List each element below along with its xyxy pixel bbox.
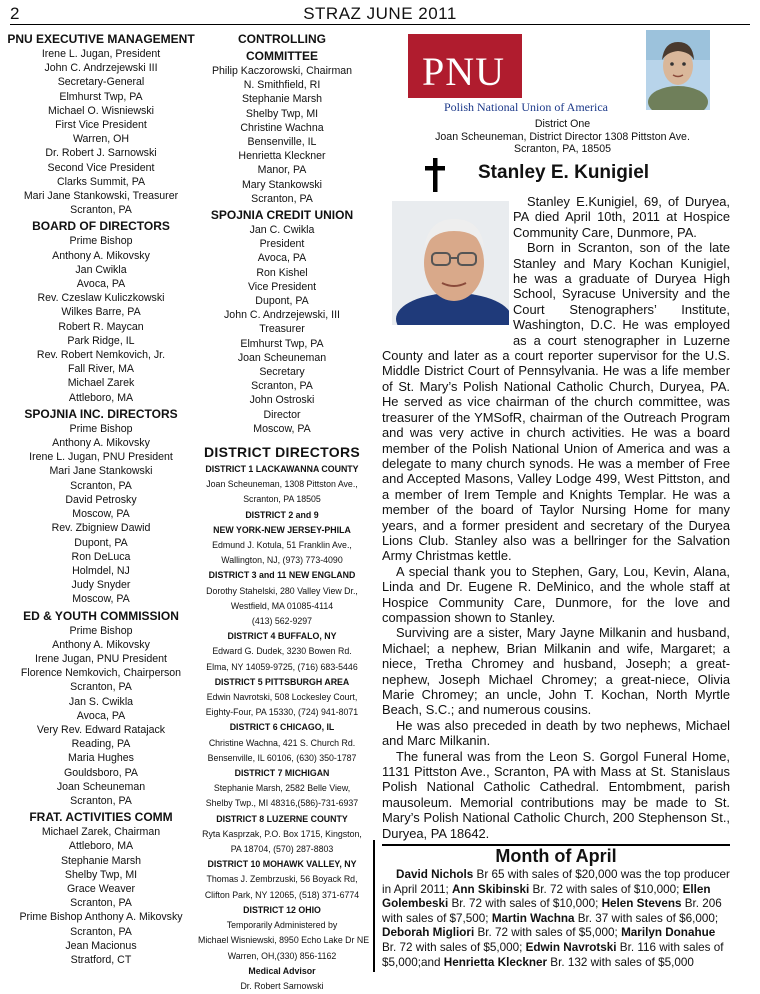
producer-name: David Nichols	[396, 868, 474, 881]
section-heading: PNU EXECUTIVE MANAGEMENT	[7, 32, 195, 46]
roster-line: Manor, PA	[257, 164, 307, 177]
roster-line: Holmdel, NJ	[72, 564, 130, 577]
page-number: 2	[10, 4, 20, 23]
roster-line: Christine Wachna	[240, 121, 324, 134]
section-heading: BOARD OF DIRECTORS	[32, 219, 170, 234]
sales-text: Br. 72 with sales of $5,000;	[474, 926, 622, 940]
roster-line: Rev. Robert Nemkovich, Jr.	[36, 349, 166, 362]
roster-line: Ron Kishel	[256, 266, 308, 279]
obituary-paragraph: He was also preceded in death by two nephews, Michael and Marc Milkanin.	[382, 717, 730, 749]
roster-line: Rev. Czeslaw Kuliczkowski	[37, 292, 165, 305]
roster-line: John C. Andrzejewski, III	[224, 309, 340, 322]
district-heading: DISTRICT 2 and 9	[245, 509, 319, 520]
roster-line: Joan Scheuneman	[237, 351, 327, 364]
district-heading: DISTRICT 1 LACKAWANNA COUNTY	[205, 464, 359, 474]
roster-line: Scranton, PA	[70, 681, 132, 694]
district-line: Stephanie Marsh, 2582 Belle View,	[213, 783, 351, 794]
district-label: District One	[534, 118, 591, 130]
roster-line: Moscow, PA	[72, 593, 130, 606]
roster-line: Anthony A. Mikovsky	[52, 249, 150, 262]
roster-line: Robert R. Maycan	[58, 320, 144, 333]
roster-line: Joan Scheuneman	[56, 780, 146, 793]
obituary-paragraph: Surviving are a sister, Mary Jayne Milkanin and husband, Michael; a nephew, Brian Milkanin and wife, Margaret; a niece, Tretha Chromey and husband, Joseph; a great-nephew, Joseph Michael Chromey; a great-niece, Olivia Marie Chromey; an uncle, John T. Kochan, North Myrtle Beach, S.C.; and numerous cousins.	[382, 625, 730, 718]
sales-text: Br. 72 with sales of $5,000;	[382, 940, 526, 954]
roster-line: Michael Zarek, Chairman	[41, 826, 161, 839]
district-line: Edwin Navrotski, 508 Lockesley Court,	[206, 692, 358, 703]
obituary-paragraph: The funeral was from the Leon S. Gorgol Funeral Home, 1131 Pittston Ave., Scranton, PA with Mass at St. Stanislaus Polish National Catholic Cathedral. Entombment, parish mausoleum. Memorial contributions may be made to St. Mary’s Polish National Catholic Church, 200 Stephenson St., Duryea, PA 18642.	[382, 748, 730, 841]
section-heading: FRAT. ACTIVITIES COMM	[29, 810, 173, 825]
roster-line: David Petrosky	[65, 493, 137, 506]
district-line: PA 18704, (570) 287-8803	[230, 844, 334, 855]
roster-line: Warren, OH	[72, 133, 130, 146]
district-heading: NEW YORK-NEW JERSEY-PHILA	[213, 524, 351, 535]
column-divider	[373, 840, 375, 972]
page-header	[10, 4, 750, 25]
district-line: Warren, OH,(330) 856-1162	[227, 950, 337, 961]
roster-line: Scranton, PA	[70, 794, 132, 807]
roster-line: Wilkes Barre, PA	[61, 306, 141, 319]
district-directors	[198, 444, 370, 994]
month-title: Month of April	[495, 846, 617, 866]
roster-line: Rev. Zbigniew Dawid	[51, 522, 151, 535]
obituary-name: Stanley E. Kunigiel	[478, 162, 650, 183]
district-line: Westfield, MA 01085-4114	[230, 600, 334, 611]
sales-text: Br. 37 with sales of $6,000;	[574, 911, 719, 925]
producer-name: Helen Stevens	[601, 897, 682, 911]
district-line: Eighty-Four, PA 15330, (724) 941-8071	[205, 707, 359, 718]
section-heading: COMMITTEE	[246, 49, 318, 63]
pnu-logo	[408, 34, 522, 98]
roster-line: Maria Hughes	[68, 752, 134, 765]
district-line: Dr. Robert Sarnowski	[240, 980, 324, 991]
district-info	[385, 118, 740, 156]
obituary-paragraph: A special thank you to Stephen, Gary, Lou, Kevin, Alana, Linda and Dr. Eugene R. DeMinico, and the whole staff at Hospice Community Care, Dunmore, for the love and compassion shown to Stanley.	[382, 563, 730, 625]
roster-line: Moscow, PA	[72, 508, 130, 521]
obituary-paragraph: Stanley E.Kunigiel, 69, of Duryea, PA died April 10th, 2011 at Hospice Community Care, Dunmore, PA.	[513, 194, 730, 240]
roster-line: Avoca, PA	[76, 278, 126, 291]
sales-text: Br. 72 with sales of $10,000;	[448, 897, 602, 911]
obituary-paragraph: Born in Scranton, son of the late Stanley and Mary Kochan Kunigiel, he was a graduate of Duryea High School, Syracuse University and the Court Stenographers’ Institute, Washington, D.C. He was employed as a court stenographer in Luzerne County and later as a court reporter supervisor for the U.S. Middle District Court of Pennsylvania. He was a life member of St. Mary’s Polish National Catholic Church, Duryea, PA. He served as vice chairman of the church committee, was treasurer of the YMSofR, chairman of the Outreach Program and was very active in church activities. He was a board member of the Polish National Union of America and was a delegate to many church synods. He was a member of Free and Accepted Masons, Valley Lodge 499, West Pittston, and a member of Irem Temple and Knights Templar. He was a member of the board of Taylor Nursing Home for many years, and a former president and secretary of the Duryea Lions Club. Stanley also was a bellringer for the Salvation Army Christmas kettle.	[382, 240, 730, 564]
roster-line: Shelby Twp, MI	[64, 868, 138, 881]
district-line: Christine Wachna, 421 S. Church Rd.	[208, 737, 356, 748]
roster-line: Scranton, PA	[251, 380, 313, 393]
roster-line: Henrietta Kleckner	[238, 150, 326, 163]
roster-line: Second Vice President	[47, 161, 155, 174]
sales-text: Br. 72 with sales of $10,000;	[529, 882, 683, 896]
district-heading: DISTRICT 12 OHIO	[243, 904, 321, 915]
roster-line: Prime Bishop	[69, 422, 133, 435]
roster-line: Moscow, PA	[253, 422, 311, 435]
district-line: (413) 562-9297	[251, 616, 313, 627]
officers-column-right	[200, 30, 364, 436]
district-heading: DISTRICT 5 PITTSBURGH AREA	[214, 676, 350, 687]
roster-line: Jean Macionus	[65, 939, 137, 952]
roster-line: John C. Andrzejewski III	[44, 62, 158, 75]
roster-line: Bensenville, IL	[247, 136, 317, 149]
roster-line: Judy Snyder	[71, 579, 131, 592]
roster-line: Scranton, PA	[70, 925, 132, 938]
roster-line: First Vice President	[55, 119, 147, 132]
roster-line: Treasurer	[259, 323, 305, 336]
masthead: STRAZ JUNE 2011	[303, 4, 457, 23]
sales-text: Br. 132 with sales of $5,000	[547, 955, 694, 969]
district-line: Thomas J. Zembrzuski, 56 Boyack Rd,	[206, 874, 358, 885]
roster-line: President	[259, 238, 305, 251]
roster-line: Scranton, PA	[251, 192, 313, 205]
roster-line: Vice President	[247, 280, 317, 293]
district-line: Temporarily Administered by	[226, 920, 338, 931]
roster-line: Reading, PA	[71, 738, 131, 751]
roster-line: Secretary-General	[57, 76, 145, 89]
district-director-line: Joan Scheuneman, District Director 1308 Pittston Ave.	[435, 130, 690, 143]
roster-line: Stephanie Marsh	[241, 93, 323, 106]
district-line: Dorothy Stahelski, 280 Valley View Dr.,	[206, 585, 358, 596]
roster-line: Michael Zarek	[67, 377, 135, 390]
roster-line: Scranton, PA	[70, 479, 132, 492]
district-heading: Medical Advisor	[248, 965, 316, 976]
roster-line: Philip Kaczorowski, Chairman	[211, 65, 353, 77]
district-address-line: Scranton, PA, 18505	[514, 143, 611, 156]
roster-line: Irene L. Jugan, President	[41, 48, 161, 60]
district-directors-title: DISTRICT DIRECTORS	[203, 444, 361, 460]
roster-line: John Ostroski	[249, 394, 315, 407]
district-heading: DISTRICT 10 MOHAWK VALLEY, NY	[207, 859, 357, 870]
roster-line: Ron DeLuca	[71, 550, 131, 563]
roster-line: Mary Stankowski	[241, 178, 323, 191]
roster-line: Prime Bishop Anthony A. Mikovsky	[19, 911, 183, 924]
section-heading: CONTROLLING	[238, 32, 326, 46]
roster-line: Florence Nemkovich, Chairperson	[20, 667, 182, 680]
roster-line: Fall River, MA	[68, 363, 134, 376]
roster-line: Stephanie Marsh	[60, 854, 142, 867]
roster-line: Avoca, PA	[257, 252, 307, 265]
section-heading: SPOJNIA INC. DIRECTORS	[24, 406, 178, 421]
roster-line: Attleboro, MA	[68, 391, 134, 404]
roster-line: Secretary	[259, 366, 305, 379]
roster-line: Very Rev. Edward Ratajack	[36, 723, 166, 736]
district-line: Elma, NY 14059-9725, (716) 683-5446	[206, 661, 358, 672]
roster-line: Director	[263, 408, 301, 421]
district-line: Edward G. Dudek, 3230 Bowen Rd.	[212, 646, 352, 657]
sales-text: Br. 116 with sales of $5,000;and	[382, 940, 724, 969]
producer-name: Edwin Navrotski	[525, 940, 617, 954]
roster-line: Jan C. Cwikla	[249, 224, 315, 237]
roster-line: Mari Jane Stankowski, Treasurer	[23, 190, 179, 203]
roster-line: Scranton, PA	[70, 204, 132, 217]
district-heading: DISTRICT 7 MICHIGAN	[234, 768, 330, 779]
producer-name: Henrietta Kleckner	[443, 955, 548, 969]
pnu-logo-text: PNU	[422, 49, 506, 94]
roster-line: Mari Jane Stankowski	[49, 465, 153, 478]
district-line: Bensenville, IL 60106, (630) 350-1787	[207, 752, 357, 763]
district-heading: DISTRICT 4 BUFFALO, NY	[227, 631, 337, 642]
roster-line: Elmhurst Twp, PA	[240, 337, 324, 350]
roster-line: Jan S. Cwikla	[68, 695, 134, 708]
producer-name: Martin Wachna	[491, 911, 575, 925]
sales-text: Br. 206 with sales of $7,500;	[382, 897, 722, 925]
district-line: Ryta Kasprzak, P.O. Box 1715, Kingston,	[202, 828, 362, 839]
roster-line: Irene L. Jugan, PNU President	[29, 451, 173, 464]
roster-line: Attleboro, MA	[68, 840, 134, 853]
pnu-org-name: Polish National Union of America	[444, 100, 608, 114]
cross-icon	[425, 158, 445, 192]
officers-column-left	[6, 30, 196, 967]
section-heading: ED & YOUTH COMMISSION	[23, 608, 179, 623]
producer-name: Ann Skibinski	[451, 882, 530, 896]
roster-line: Elmhurst Twp, PA	[59, 90, 143, 103]
roster-line: Scranton, PA	[70, 897, 132, 910]
district-line: Joan Scheuneman, 1308 Pittston Ave.,	[206, 479, 358, 490]
roster-line: Dr. Robert J. Sarnowski	[45, 147, 157, 160]
producer-name: Marilyn Donahue	[621, 926, 716, 940]
roster-line: Shelby Twp, MI	[245, 107, 319, 120]
district-line: Clifton Park, NY 12065, (518) 371-6774	[204, 889, 360, 900]
roster-line: Irene Jugan, PNU President	[35, 652, 167, 665]
district-heading: DISTRICT 8 LUZERNE COUNTY	[216, 813, 348, 824]
roster-line: Avoca, PA	[76, 709, 126, 722]
roster-line: Prime Bishop	[69, 624, 133, 637]
district-director-photo	[646, 30, 710, 110]
roster-line: Dupont, PA	[255, 295, 309, 308]
sales-text: Br 65 with sales of $20,000 was the top producer in April 2011;	[382, 868, 730, 896]
district-heading: DISTRICT 3 and 11 NEW ENGLAND	[208, 570, 356, 581]
district-directors-list	[198, 462, 370, 994]
roster-line: Clarks Summit, PA	[56, 175, 146, 188]
roster-line: Anthony A. Mikovsky	[52, 437, 150, 450]
section-heading: SPOJNIA CREDIT UNION	[210, 208, 354, 223]
producer-name: Deborah Migliori	[382, 926, 475, 940]
roster-line: Anthony A. Mikovsky	[52, 638, 150, 651]
district-line: Michael Wisniewski, 8950 Echo Lake Dr NE	[198, 935, 370, 946]
roster-line: Gouldsboro, PA	[63, 766, 138, 779]
month-body	[382, 868, 730, 970]
district-heading: DISTRICT 6 CHICAGO, IL	[229, 722, 335, 733]
roster-line: Grace Weaver	[66, 882, 136, 895]
obituary-body	[382, 194, 730, 841]
producer-name: Ellen Golembeski	[382, 882, 711, 911]
roster-line: Jan Cwikla	[75, 263, 127, 276]
roster-line: Park Ridge, IL	[67, 334, 135, 347]
district-line: Scranton, PA 18505	[243, 494, 321, 505]
roster-line: Prime Bishop	[69, 235, 133, 248]
roster-line: N. Smithfield, RI	[243, 79, 321, 92]
district-line: Shelby Twp., MI 48316,(586)-731-6937	[205, 798, 359, 809]
district-line: Wallington, NJ, (973) 773-4090	[221, 555, 343, 566]
roster-line: Dupont, PA	[74, 536, 128, 549]
district-line: Edmund J. Kotula, 51 Franklin Ave.,	[212, 540, 352, 551]
roster-line: Michael O. Wisniewski	[48, 104, 154, 117]
roster-line: Stratford, CT	[70, 953, 132, 966]
